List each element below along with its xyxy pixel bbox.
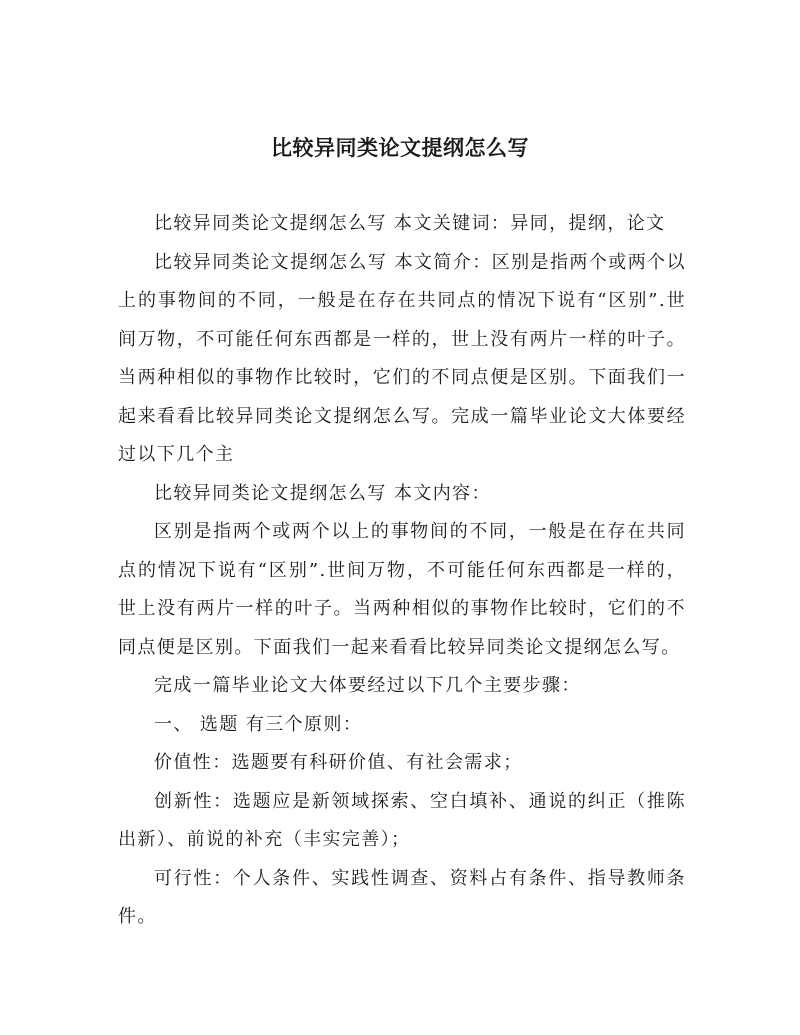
paragraph-steps-intro: 完成一篇毕业论文大体要经过以下几个主要步骤：: [154, 675, 581, 696]
paragraph-feasibility: 可行性：个人条件、实践性调查、资料占有条件、指导教师条件。: [118, 867, 686, 927]
paragraph-innovation: 创新性：选题应是新领域探索、空白填补、通说的纠正（推陈出新）、前说的补充（丰实完善）；: [118, 790, 686, 850]
paragraph-value: 价值性：选题要有科研价值、有社会需求；: [154, 752, 523, 773]
paragraph-keywords: 比较异同类论文提纲怎么写 本文关键词：异同，提纲，论文: [154, 213, 666, 234]
document-body: [118, 205, 686, 937]
document-title: 比较异同类论文提纲怎么写: [271, 136, 529, 160]
paragraph-content-heading: 比较异同类论文提纲怎么写 本文内容：: [154, 482, 491, 504]
paragraph-topic-principles: 一、 选题 有三个原则：: [154, 713, 363, 735]
paragraph-summary: 比较异同类论文提纲怎么写 本文简介：区别是指两个或两个以上的事物间的不同，一般是在存在共同点的情况下说有“区别”.世间万物，不可能任何东西都是一样的，世上没有两片一样的叶子。当两种相似的事物作比较时，它们的不同点便是区别。下面我们一起来看看比较异同类论文提纲怎么写。完成一篇毕业论文大体要经过以下几个主: [118, 251, 686, 465]
paragraph-definition: 区别是指两个或两个以上的事物间的不同，一般是在存在共同点的情况下说有“区别”.世间万物，不可能任何东西都是一样的，世上没有两片一样的叶子。当两种相似的事物作比较时，它们的不同点便是区别。下面我们一起来看看比较异同类论文提纲怎么写。: [118, 521, 686, 658]
